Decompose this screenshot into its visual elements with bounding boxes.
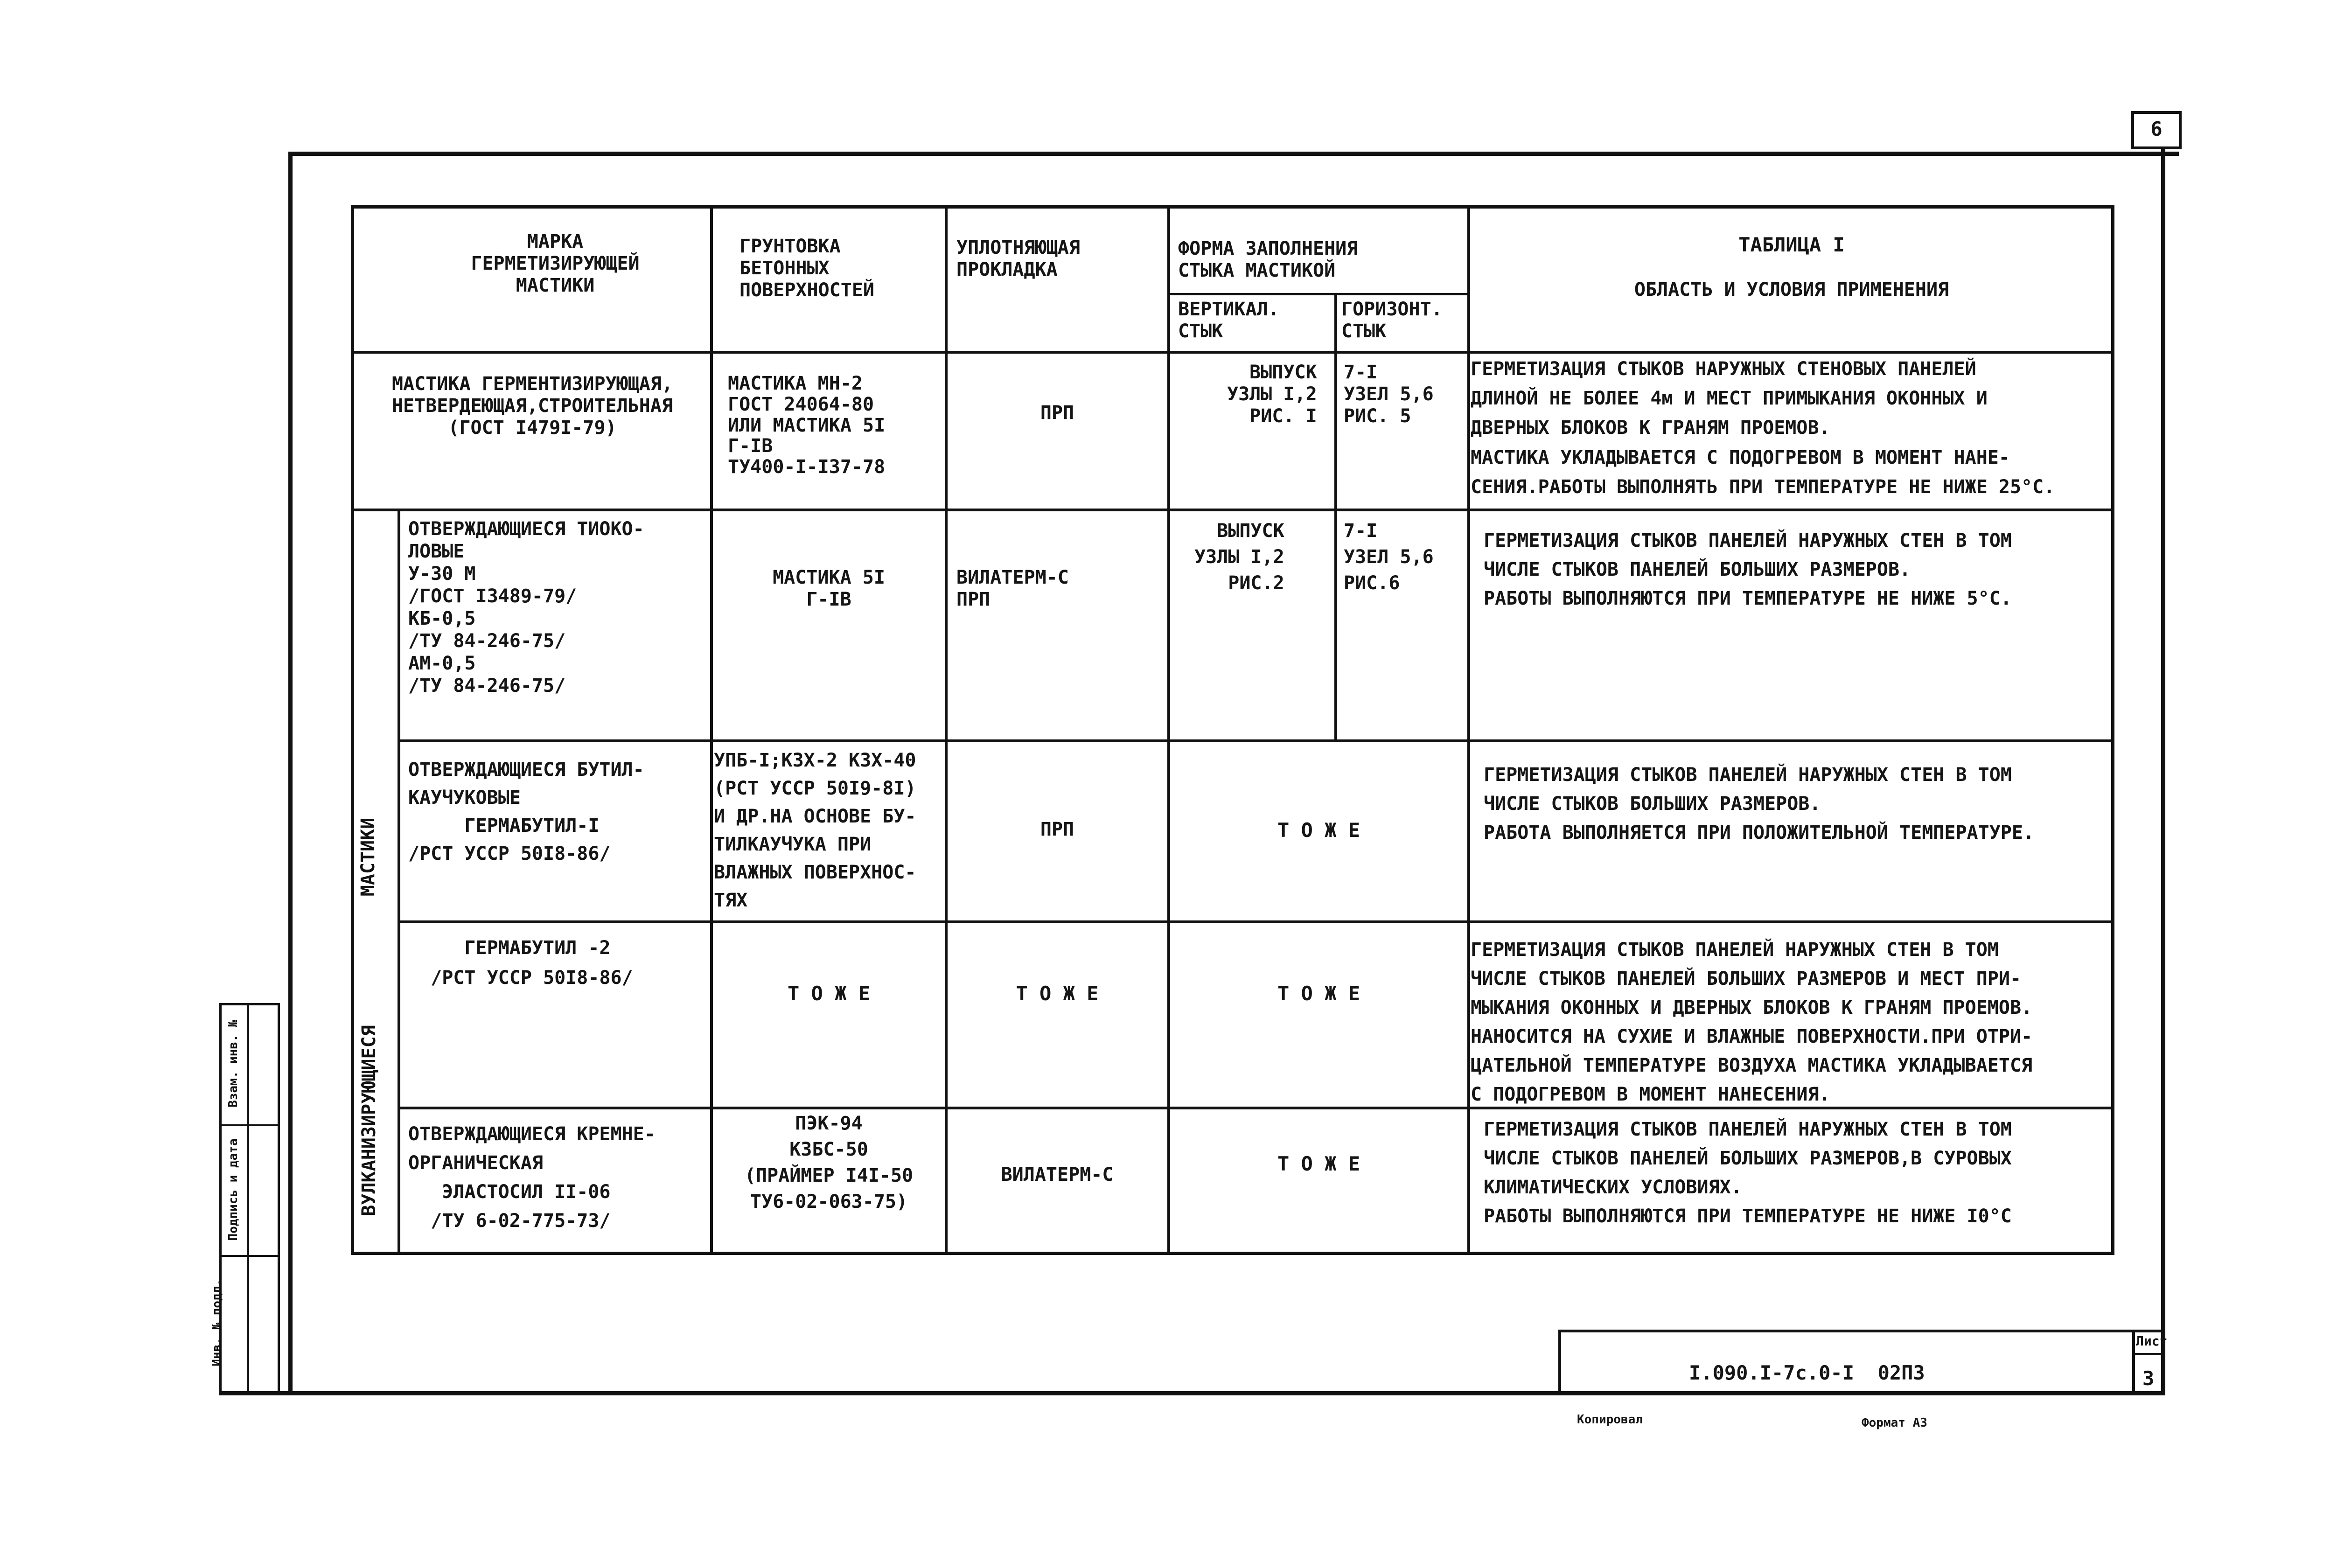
- sheet-label: Лист: [2136, 1333, 2168, 1349]
- col-line-fill: [1467, 205, 1470, 1255]
- row-line-header: [351, 351, 2114, 354]
- row1-gasket: ПРП: [1040, 402, 1074, 424]
- row-line-subheader: [1167, 293, 1467, 295]
- side-stamp-inv-original: Инв. № подл.: [210, 1279, 224, 1366]
- header-vertical: ВЕРТИКАЛ. СТЫК: [1178, 299, 1279, 342]
- col-line-primer: [945, 205, 948, 1255]
- side-stamp-row1: [219, 1124, 280, 1126]
- row-line-3: [398, 920, 2114, 923]
- header-gasket: УПЛОТНЯЮЩАЯ ПРОКЛАДКА: [956, 237, 1080, 281]
- side-stamp-replacement-inv: Взам. инв. №: [226, 1020, 240, 1108]
- row2-primer: МАСТИКА 5I Г-IВ: [773, 567, 885, 611]
- row4-application: ГЕРМЕТИЗАЦИЯ СТЫКОВ ПАНЕЛЕЙ НАРУЖНЫХ СТЕН В ТОМ ЧИСЛЕ СТЫКОВ ПАНЕЛЕЙ БОЛЬШИХ РАЗМЕРОВ И МЕСТ ПРИ- МЫКАНИЯ ОКОННЫХ И ДВЕРНЫХ БЛОКОВ К ГРАНЯМ ПРОЕМОВ. НАНОСИТСЯ НА СУХИЕ И ВЛАЖНЫЕ ПОВЕРХНОСТИ.ПРИ ОТРИ- ЦАТЕЛЬНОЙ ТЕМПЕРАТУРЕ ВОЗДУХА МАСТИКА УКЛАДЫВАЕТСЯ С ПОДОГРЕВОМ В МОМЕНТ НАНЕСЕНИЯ.: [1471, 939, 2033, 1105]
- row1-horizontal: 7-I УЗЕЛ 5,6 РИС. 5: [1344, 362, 1434, 427]
- document-code: I.090.I-7c.0-I 02ПЗ: [1689, 1361, 1925, 1384]
- group-label-vulcanizing: ВУЛКАНИЗИРУЮЩИЕСЯ: [358, 1025, 380, 1216]
- row4-mark: ГЕРМАБУТИЛ -2 /РСТ УССР 50I8-86/: [431, 937, 633, 989]
- row2-mark: ОТВЕРЖДАЮЩИЕСЯ ТИОКО- ЛОВЫЕ У-30 М /ГОСТ I3489-79/ КБ-0,5 /ТУ 84-246-75/ АМ-0,5 /ТУ 84-246-75/: [408, 518, 644, 697]
- header-primer: ГРУНТОВКА БЕТОННЫХ ПОВЕРХНОСТЕЙ: [739, 236, 874, 301]
- row3-mark: ОТВЕРЖДАЮЩИЕСЯ БУТИЛ- КАУЧУКОВЫЕ ГЕРМАБУТИЛ-I /РСТ УССР 50I8-86/: [408, 759, 644, 864]
- row3-primer: УПБ-I;КЗХ-2 КЗХ-40 (РСТ УССР 50I9-8I) И ДР.НА ОСНОВЕ БУ- ТИЛКАУЧУКА ПРИ ВЛАЖНЫХ ПОВЕРХНОС- ТЯХ: [714, 750, 916, 911]
- row3-application: ГЕРМЕТИЗАЦИЯ СТЫКОВ ПАНЕЛЕЙ НАРУЖНЫХ СТЕН В ТОМ ЧИСЛЕ СТЫКОВ БОЛЬШИХ РАЗМЕРОВ. РАБОТА ВЫПОЛНЯЕТСЯ ПРИ ПОЛОЖИТЕЛЬНОЙ ТЕМПЕРАТУРЕ.: [1484, 764, 2035, 843]
- row1-primer: МАСТИКА МН-2 ГОСТ 24064-80 ИЛИ МАСТИКА 5I Г-IВ ТУ400-I-I37-78: [728, 373, 886, 478]
- table-title: ТАБЛИЦА I: [1738, 233, 1845, 256]
- row3-gasket: ПРП: [1040, 819, 1074, 840]
- row-line-1: [351, 509, 2114, 511]
- group-label-mastics: МАСТИКИ: [357, 817, 379, 897]
- side-stamp-row2: [219, 1255, 280, 1257]
- col-line-gasket: [1167, 205, 1170, 1255]
- row1-vertical: ВЫПУСК УЗЛЫ I,2 РИС. I: [1227, 362, 1317, 427]
- row2-application: ГЕРМЕТИЗАЦИЯ СТЫКОВ ПАНЕЛЕЙ НАРУЖНЫХ СТЕН В ТОМ ЧИСЛЕ СТЫКОВ ПАНЕЛЕЙ БОЛЬШИХ РАЗМЕРОВ. РАБОТЫ ВЫПОЛНЯЮТСЯ ПРИ ТЕМПЕРАТУРЕ НЕ НИЖЕ 5°С.: [1484, 530, 2012, 609]
- row2-horizontal: 7-I УЗЕЛ 5,6 РИС.6: [1344, 520, 1434, 594]
- row1-application: ГЕРМЕТИЗАЦИЯ СТЫКОВ НАРУЖНЫХ СТЕНОВЫХ ПАНЕЛЕЙ ДЛИНОЙ НЕ БОЛЕЕ 4м И МЕСТ ПРИМЫКАНИЯ ОКОННЫХ И ДВЕРНЫХ БЛОКОВ К ГРАНЯМ ПРОЕМОВ. МАСТИКА УКЛАДЫВАЕТСЯ С ПОДОГРЕВОМ В МОМЕНТ НАНЕ- СЕНИЯ.РАБОТЫ ВЫПОЛНЯТЬ ПРИ ТЕМПЕРАТУРЕ НЕ НИЖЕ 25°С.: [1471, 358, 2055, 498]
- row2-vertical: ВЫПУСК УЗЛЫ I,2 РИС.2: [1194, 520, 1284, 594]
- col-line-group: [398, 509, 400, 1255]
- frame-left: [288, 152, 293, 1395]
- row1-mark: МАСТИКА ГЕРМЕНТИЗИРУЮЩАЯ, НЕТВЕРДЕЮЩАЯ,СТРОИТЕЛЬНАЯ (ГОСТ I479I-79): [391, 373, 673, 439]
- format-label: Формат А3: [1862, 1416, 1927, 1430]
- header-fill-form: ФОРМА ЗАПОЛНЕНИЯ СТЫКА МАСТИКОЙ: [1178, 238, 1358, 282]
- row5-fill: Т О Ж Е: [1277, 1152, 1360, 1175]
- side-stamp-divider: [247, 1003, 249, 1395]
- header-mark: МАРКА ГЕРМЕТИЗИРУЮЩЕЙ МАСТИКИ: [471, 231, 640, 297]
- col-line-mark: [710, 205, 713, 1255]
- row-line-2: [398, 739, 2114, 742]
- row5-application: ГЕРМЕТИЗАЦИЯ СТЫКОВ ПАНЕЛЕЙ НАРУЖНЫХ СТЕН В ТОМ ЧИСЛЕ СТЫКОВ ПАНЕЛЕЙ БОЛЬШИХ РАЗМЕРОВ,В СУРОВЫХ КЛИМАТИЧЕСКИХ УСЛОВИЯХ. РАБОТЫ ВЫПОЛНЯЮТСЯ ПРИ ТЕМПЕРАТУРЕ НЕ НИЖЕ I0°С: [1484, 1119, 2012, 1227]
- corner-page-number: 6: [2150, 118, 2163, 140]
- row4-fill: Т О Ж Е: [1277, 982, 1360, 1005]
- row4-primer: Т О Ж Е: [787, 982, 870, 1005]
- row4-gasket: Т О Ж Е: [1016, 982, 1099, 1005]
- frame-top: [289, 152, 2179, 156]
- side-stamp-signature-date: Подпись и дата: [226, 1138, 240, 1241]
- row5-gasket: ВИЛАТЕРМ-С: [1001, 1164, 1114, 1185]
- frame-right: [2161, 148, 2165, 1395]
- table-subtitle: ОБЛАСТЬ И УСЛОВИЯ ПРИМЕНЕНИЯ: [1634, 279, 1949, 300]
- col-line-vh: [1334, 294, 1337, 741]
- row3-fill: Т О Ж Е: [1277, 819, 1360, 842]
- copied-by-label: Копировал: [1577, 1413, 1643, 1427]
- row5-mark: ОТВЕРЖДАЮЩИЕСЯ КРЕМНЕ- ОРГАНИЧЕСКАЯ ЭЛАСТОСИЛ II-06 /ТУ 6-02-775-73/: [408, 1123, 656, 1232]
- row5-primer: ПЭК-94 КЗБС-50 (ПРАЙМЕР I4I-50 ТУ6-02-063-75): [744, 1113, 914, 1213]
- header-horizontal: ГОРИЗОНТ. СТЫК: [1341, 299, 1443, 342]
- title-block-sheet-divider: [2132, 1353, 2165, 1355]
- row2-gasket: ВИЛАТЕРМ-С ПРП: [956, 567, 1069, 611]
- sheet-number: 3: [2142, 1367, 2155, 1390]
- title-block-divider: [2132, 1330, 2135, 1395]
